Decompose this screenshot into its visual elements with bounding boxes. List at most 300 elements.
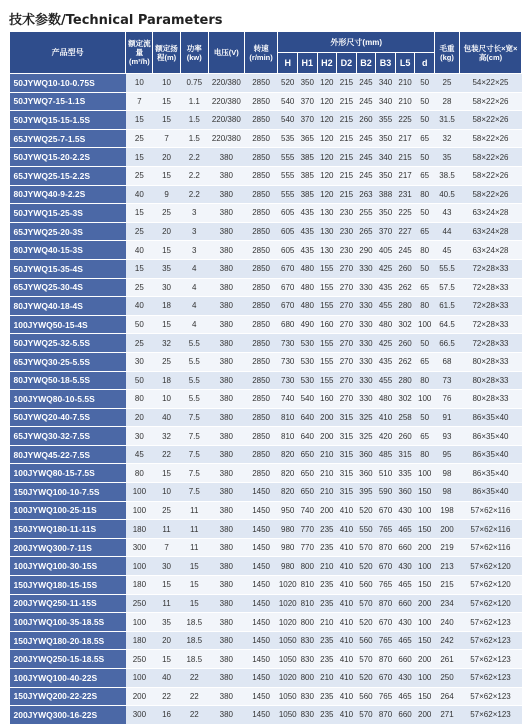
value-cell: 65 bbox=[415, 427, 435, 446]
value-cell: 605 bbox=[278, 241, 298, 260]
value-cell: 380 bbox=[208, 669, 244, 688]
value-cell: 570 bbox=[356, 538, 376, 557]
value-cell: 2850 bbox=[244, 445, 278, 464]
col-dim-header: L5 bbox=[395, 53, 415, 74]
value-cell: 240 bbox=[435, 613, 460, 632]
value-cell: 72×28×33 bbox=[459, 278, 521, 297]
value-cell: 330 bbox=[356, 352, 376, 371]
value-cell: 215 bbox=[337, 74, 357, 93]
value-cell: 335 bbox=[395, 464, 415, 483]
value-cell: 485 bbox=[376, 445, 396, 464]
value-cell: 520 bbox=[356, 501, 376, 520]
col-head-header: 额定扬程(m) bbox=[153, 32, 180, 74]
value-cell: 57×62×123 bbox=[459, 631, 521, 650]
value-cell: 9 bbox=[153, 185, 180, 204]
table-row bbox=[10, 631, 522, 650]
table-row bbox=[10, 166, 522, 185]
value-cell: 380 bbox=[208, 390, 244, 409]
value-cell: 1450 bbox=[244, 483, 278, 502]
value-cell: 200 bbox=[317, 427, 337, 446]
value-cell: 245 bbox=[356, 92, 376, 111]
col-speed-header: 转速(r/min) bbox=[244, 32, 278, 74]
value-cell: 410 bbox=[337, 650, 357, 669]
value-cell: 215 bbox=[337, 185, 357, 204]
value-cell: 2.2 bbox=[180, 166, 208, 185]
value-cell: 235 bbox=[317, 538, 337, 557]
model-cell: 80JYWQ45-22-7.5S bbox=[10, 445, 126, 464]
value-cell: 235 bbox=[317, 706, 337, 725]
value-cell: 370 bbox=[298, 92, 318, 111]
value-cell: 270 bbox=[337, 371, 357, 390]
value-cell: 155 bbox=[317, 334, 337, 353]
value-cell: 410 bbox=[337, 669, 357, 688]
value-cell: 25 bbox=[153, 501, 180, 520]
col-power-header: 功率(kw) bbox=[180, 32, 208, 74]
value-cell: 86×35×40 bbox=[459, 408, 521, 427]
table-row bbox=[10, 334, 522, 353]
value-cell: 300 bbox=[126, 538, 153, 557]
table-row bbox=[10, 92, 522, 111]
value-cell: 200 bbox=[126, 687, 153, 706]
value-cell: 765 bbox=[376, 576, 396, 595]
value-cell: 40.5 bbox=[435, 185, 460, 204]
value-cell: 262 bbox=[395, 352, 415, 371]
model-cell: 50JYWQ10-10-0.75S bbox=[10, 74, 126, 93]
value-cell: 1.5 bbox=[180, 111, 208, 130]
value-cell: 54×22×25 bbox=[459, 74, 521, 93]
value-cell: 7 bbox=[126, 92, 153, 111]
value-cell: 385 bbox=[298, 166, 318, 185]
value-cell: 640 bbox=[298, 408, 318, 427]
value-cell: 555 bbox=[278, 148, 298, 167]
table-row bbox=[10, 501, 522, 520]
value-cell: 830 bbox=[298, 706, 318, 725]
value-cell: 380 bbox=[208, 315, 244, 334]
value-cell: 80 bbox=[415, 371, 435, 390]
value-cell: 2850 bbox=[244, 427, 278, 446]
value-cell: 410 bbox=[337, 501, 357, 520]
value-cell: 263 bbox=[356, 185, 376, 204]
value-cell: 270 bbox=[337, 390, 357, 409]
value-cell: 22 bbox=[153, 687, 180, 706]
value-cell: 15 bbox=[153, 166, 180, 185]
value-cell: 1450 bbox=[244, 576, 278, 595]
model-cell: 200JYWQ300-16-22S bbox=[10, 706, 126, 725]
value-cell: 425 bbox=[376, 334, 396, 353]
value-cell: 2850 bbox=[244, 259, 278, 278]
value-cell: 86×35×40 bbox=[459, 427, 521, 446]
page-title: 技术参数/Technical Parameters bbox=[9, 13, 223, 28]
value-cell: 380 bbox=[208, 204, 244, 223]
value-cell: 65 bbox=[415, 352, 435, 371]
table-row bbox=[10, 259, 522, 278]
col-dim-header: B2 bbox=[356, 53, 376, 74]
value-cell: 315 bbox=[337, 464, 357, 483]
value-cell: 58×22×26 bbox=[459, 185, 521, 204]
value-cell: 570 bbox=[356, 706, 376, 725]
value-cell: 50 bbox=[415, 74, 435, 93]
value-cell: 590 bbox=[376, 483, 396, 502]
table-row bbox=[10, 111, 522, 130]
value-cell: 80 bbox=[415, 445, 435, 464]
value-cell: 465 bbox=[395, 687, 415, 706]
value-cell: 235 bbox=[317, 520, 337, 539]
value-cell: 480 bbox=[298, 278, 318, 297]
model-cell: 200JYWQ250-15-18.5S bbox=[10, 650, 126, 669]
value-cell: 380 bbox=[208, 520, 244, 539]
value-cell: 15 bbox=[153, 650, 180, 669]
value-cell: 25 bbox=[126, 222, 153, 241]
value-cell: 22 bbox=[180, 687, 208, 706]
value-cell: 130 bbox=[317, 204, 337, 223]
value-cell: 50 bbox=[415, 148, 435, 167]
value-cell: 1020 bbox=[278, 594, 298, 613]
value-cell: 980 bbox=[278, 557, 298, 576]
value-cell: 250 bbox=[126, 650, 153, 669]
value-cell: 350 bbox=[376, 166, 396, 185]
value-cell: 5.5 bbox=[180, 334, 208, 353]
value-cell: 80×28×33 bbox=[459, 352, 521, 371]
value-cell: 120 bbox=[317, 166, 337, 185]
value-cell: 10 bbox=[153, 74, 180, 93]
table-row bbox=[10, 594, 522, 613]
table-row bbox=[10, 445, 522, 464]
value-cell: 260 bbox=[395, 259, 415, 278]
value-cell: 605 bbox=[278, 222, 298, 241]
model-cell: 65JYWQ30-25-5.5S bbox=[10, 352, 126, 371]
value-cell: 120 bbox=[317, 111, 337, 130]
value-cell: 72×28×33 bbox=[459, 297, 521, 316]
value-cell: 800 bbox=[298, 613, 318, 632]
value-cell: 100 bbox=[415, 315, 435, 334]
value-cell: 380 bbox=[208, 371, 244, 390]
value-cell: 380 bbox=[208, 631, 244, 650]
value-cell: 220/380 bbox=[208, 92, 244, 111]
model-cell: 50JYWQ25-32-5.5S bbox=[10, 334, 126, 353]
value-cell: 38.5 bbox=[435, 166, 460, 185]
value-cell: 18.5 bbox=[180, 613, 208, 632]
value-cell: 215 bbox=[337, 111, 357, 130]
value-cell: 35 bbox=[153, 613, 180, 632]
value-cell: 262 bbox=[395, 278, 415, 297]
value-cell: 660 bbox=[395, 706, 415, 725]
value-cell: 58×22×26 bbox=[459, 111, 521, 130]
value-cell: 330 bbox=[356, 315, 376, 334]
value-cell: 31.5 bbox=[435, 111, 460, 130]
value-cell: 420 bbox=[376, 427, 396, 446]
value-cell: 302 bbox=[395, 315, 415, 334]
value-cell: 2850 bbox=[244, 241, 278, 260]
value-cell: 11 bbox=[180, 520, 208, 539]
value-cell: 2850 bbox=[244, 352, 278, 371]
table-row bbox=[10, 687, 522, 706]
table-row bbox=[10, 483, 522, 502]
value-cell: 50 bbox=[415, 259, 435, 278]
value-cell: 200 bbox=[435, 520, 460, 539]
value-cell: 80 bbox=[415, 297, 435, 316]
value-cell: 315 bbox=[337, 483, 357, 502]
value-cell: 18.5 bbox=[180, 631, 208, 650]
value-cell: 810 bbox=[298, 576, 318, 595]
value-cell: 250 bbox=[126, 594, 153, 613]
model-cell: 80JYWQ50-18-5.5S bbox=[10, 371, 126, 390]
model-cell: 65JYWQ25-20-3S bbox=[10, 222, 126, 241]
value-cell: 155 bbox=[317, 371, 337, 390]
value-cell: 217 bbox=[395, 129, 415, 148]
value-cell: 25 bbox=[126, 334, 153, 353]
value-cell: 100 bbox=[126, 613, 153, 632]
value-cell: 380 bbox=[208, 687, 244, 706]
value-cell: 245 bbox=[356, 166, 376, 185]
value-cell: 7.5 bbox=[180, 427, 208, 446]
value-cell: 380 bbox=[208, 650, 244, 669]
value-cell: 830 bbox=[298, 631, 318, 650]
value-cell: 10 bbox=[153, 483, 180, 502]
value-cell: 380 bbox=[208, 427, 244, 446]
value-cell: 2850 bbox=[244, 129, 278, 148]
value-cell: 435 bbox=[298, 222, 318, 241]
table-row bbox=[10, 222, 522, 241]
value-cell: 30 bbox=[126, 427, 153, 446]
value-cell: 100 bbox=[415, 464, 435, 483]
value-cell: 380 bbox=[208, 483, 244, 502]
value-cell: 95 bbox=[435, 445, 460, 464]
value-cell: 540 bbox=[278, 92, 298, 111]
value-cell: 32 bbox=[153, 427, 180, 446]
value-cell: 280 bbox=[395, 371, 415, 390]
value-cell: 300 bbox=[126, 706, 153, 725]
value-cell: 4 bbox=[180, 297, 208, 316]
value-cell: 570 bbox=[356, 594, 376, 613]
col-dim-header: H1 bbox=[298, 53, 318, 74]
table-row bbox=[10, 297, 522, 316]
value-cell: 22 bbox=[180, 706, 208, 725]
value-cell: 430 bbox=[395, 669, 415, 688]
value-cell: 200 bbox=[415, 594, 435, 613]
value-cell: 100 bbox=[415, 613, 435, 632]
value-cell: 740 bbox=[278, 390, 298, 409]
col-dim-header: B3 bbox=[376, 53, 396, 74]
value-cell: 315 bbox=[337, 408, 357, 427]
model-cell: 65JYWQ25-15-2.2S bbox=[10, 166, 126, 185]
value-cell: 16 bbox=[153, 706, 180, 725]
value-cell: 2850 bbox=[244, 371, 278, 390]
value-cell: 25 bbox=[153, 352, 180, 371]
value-cell: 670 bbox=[278, 259, 298, 278]
value-cell: 2850 bbox=[244, 74, 278, 93]
value-cell: 800 bbox=[298, 669, 318, 688]
value-cell: 30 bbox=[126, 352, 153, 371]
value-cell: 2850 bbox=[244, 204, 278, 223]
value-cell: 22 bbox=[153, 445, 180, 464]
value-cell: 1.1 bbox=[180, 92, 208, 111]
value-cell: 217 bbox=[395, 166, 415, 185]
value-cell: 360 bbox=[395, 483, 415, 502]
value-cell: 410 bbox=[337, 706, 357, 725]
value-cell: 210 bbox=[395, 92, 415, 111]
value-cell: 250 bbox=[435, 669, 460, 688]
value-cell: 340 bbox=[376, 148, 396, 167]
value-cell: 210 bbox=[317, 464, 337, 483]
value-cell: 2850 bbox=[244, 185, 278, 204]
value-cell: 455 bbox=[376, 371, 396, 390]
value-cell: 480 bbox=[376, 315, 396, 334]
value-cell: 57×62×116 bbox=[459, 501, 521, 520]
value-cell: 80 bbox=[415, 185, 435, 204]
parameters-table bbox=[9, 31, 522, 725]
value-cell: 520 bbox=[356, 613, 376, 632]
value-cell: 670 bbox=[376, 501, 396, 520]
value-cell: 430 bbox=[395, 501, 415, 520]
value-cell: 50 bbox=[126, 315, 153, 334]
value-cell: 20 bbox=[153, 148, 180, 167]
value-cell: 219 bbox=[435, 538, 460, 557]
value-cell: 68 bbox=[435, 352, 460, 371]
value-cell: 820 bbox=[278, 483, 298, 502]
value-cell: 86×35×40 bbox=[459, 464, 521, 483]
value-cell: 25 bbox=[126, 129, 153, 148]
value-cell: 63×24×28 bbox=[459, 204, 521, 223]
value-cell: 270 bbox=[337, 297, 357, 316]
table-body bbox=[10, 74, 522, 725]
value-cell: 260 bbox=[395, 427, 415, 446]
value-cell: 45 bbox=[126, 445, 153, 464]
table-row bbox=[10, 520, 522, 539]
value-cell: 20 bbox=[126, 408, 153, 427]
value-cell: 980 bbox=[278, 538, 298, 557]
value-cell: 261 bbox=[435, 650, 460, 669]
value-cell: 2.2 bbox=[180, 185, 208, 204]
value-cell: 200 bbox=[415, 706, 435, 725]
value-cell: 65 bbox=[415, 278, 435, 297]
value-cell: 25 bbox=[153, 204, 180, 223]
value-cell: 370 bbox=[376, 222, 396, 241]
model-cell: 150JYWQ100-10-7.5S bbox=[10, 483, 126, 502]
value-cell: 200 bbox=[317, 501, 337, 520]
value-cell: 225 bbox=[395, 204, 415, 223]
value-cell: 10 bbox=[153, 390, 180, 409]
value-cell: 410 bbox=[337, 557, 357, 576]
value-cell: 57.5 bbox=[435, 278, 460, 297]
value-cell: 10 bbox=[126, 74, 153, 93]
table-row bbox=[10, 352, 522, 371]
value-cell: 15 bbox=[180, 594, 208, 613]
value-cell: 150 bbox=[415, 483, 435, 502]
value-cell: 5.5 bbox=[180, 371, 208, 390]
value-cell: 180 bbox=[126, 520, 153, 539]
value-cell: 230 bbox=[337, 222, 357, 241]
table-row bbox=[10, 315, 522, 334]
value-cell: 32 bbox=[435, 129, 460, 148]
value-cell: 435 bbox=[298, 241, 318, 260]
value-cell: 200 bbox=[415, 538, 435, 557]
model-cell: 200JYWQ300-7-11S bbox=[10, 538, 126, 557]
table-row bbox=[10, 706, 522, 725]
value-cell: 395 bbox=[356, 483, 376, 502]
value-cell: 11 bbox=[153, 520, 180, 539]
value-cell: 370 bbox=[298, 111, 318, 130]
value-cell: 227 bbox=[395, 222, 415, 241]
value-cell: 0.75 bbox=[180, 74, 208, 93]
value-cell: 355 bbox=[376, 111, 396, 130]
col-dimensions-header: 外形尺寸(mm) bbox=[278, 32, 435, 53]
value-cell: 2850 bbox=[244, 297, 278, 316]
value-cell: 260 bbox=[395, 334, 415, 353]
value-cell: 242 bbox=[435, 631, 460, 650]
value-cell: 730 bbox=[278, 352, 298, 371]
value-cell: 15 bbox=[153, 576, 180, 595]
value-cell: 330 bbox=[356, 278, 376, 297]
value-cell: 2.2 bbox=[180, 148, 208, 167]
value-cell: 1450 bbox=[244, 650, 278, 669]
model-cell: 150JYWQ180-15-15S bbox=[10, 576, 126, 595]
value-cell: 100 bbox=[126, 557, 153, 576]
value-cell: 640 bbox=[298, 427, 318, 446]
value-cell: 670 bbox=[376, 669, 396, 688]
value-cell: 93 bbox=[435, 427, 460, 446]
value-cell: 86×35×40 bbox=[459, 483, 521, 502]
table-row bbox=[10, 613, 522, 632]
value-cell: 86×35×40 bbox=[459, 445, 521, 464]
value-cell: 2850 bbox=[244, 222, 278, 241]
value-cell: 270 bbox=[337, 334, 357, 353]
value-cell: 670 bbox=[278, 297, 298, 316]
value-cell: 100 bbox=[415, 501, 435, 520]
table-row bbox=[10, 185, 522, 204]
value-cell: 380 bbox=[208, 445, 244, 464]
table-row bbox=[10, 576, 522, 595]
value-cell: 380 bbox=[208, 557, 244, 576]
value-cell: 1450 bbox=[244, 613, 278, 632]
value-cell: 270 bbox=[337, 315, 357, 334]
value-cell: 550 bbox=[356, 520, 376, 539]
col-model-header: 产品型号 bbox=[10, 32, 126, 74]
value-cell: 58×22×26 bbox=[459, 166, 521, 185]
value-cell: 40 bbox=[126, 185, 153, 204]
value-cell: 80 bbox=[126, 464, 153, 483]
table-row bbox=[10, 241, 522, 260]
value-cell: 555 bbox=[278, 185, 298, 204]
value-cell: 870 bbox=[376, 538, 396, 557]
value-cell: 410 bbox=[337, 594, 357, 613]
value-cell: 870 bbox=[376, 650, 396, 669]
value-cell: 2850 bbox=[244, 464, 278, 483]
value-cell: 55.5 bbox=[435, 259, 460, 278]
value-cell: 235 bbox=[317, 687, 337, 706]
value-cell: 80×28×33 bbox=[459, 390, 521, 409]
table-row bbox=[10, 557, 522, 576]
value-cell: 155 bbox=[317, 259, 337, 278]
table-row bbox=[10, 538, 522, 557]
value-cell: 80×28×33 bbox=[459, 371, 521, 390]
value-cell: 5.5 bbox=[180, 352, 208, 371]
model-cell: 100JYWQ100-25-11S bbox=[10, 501, 126, 520]
model-cell: 65JYWQ25-7-1.5S bbox=[10, 129, 126, 148]
value-cell: 57×62×116 bbox=[459, 520, 521, 539]
value-cell: 1.5 bbox=[180, 129, 208, 148]
value-cell: 155 bbox=[317, 352, 337, 371]
value-cell: 15 bbox=[126, 259, 153, 278]
value-cell: 57×62×120 bbox=[459, 594, 521, 613]
value-cell: 980 bbox=[278, 520, 298, 539]
value-cell: 4 bbox=[180, 315, 208, 334]
value-cell: 1450 bbox=[244, 538, 278, 557]
value-cell: 510 bbox=[376, 464, 396, 483]
value-cell: 380 bbox=[208, 334, 244, 353]
value-cell: 870 bbox=[376, 594, 396, 613]
value-cell: 11 bbox=[153, 594, 180, 613]
value-cell: 25 bbox=[126, 278, 153, 297]
